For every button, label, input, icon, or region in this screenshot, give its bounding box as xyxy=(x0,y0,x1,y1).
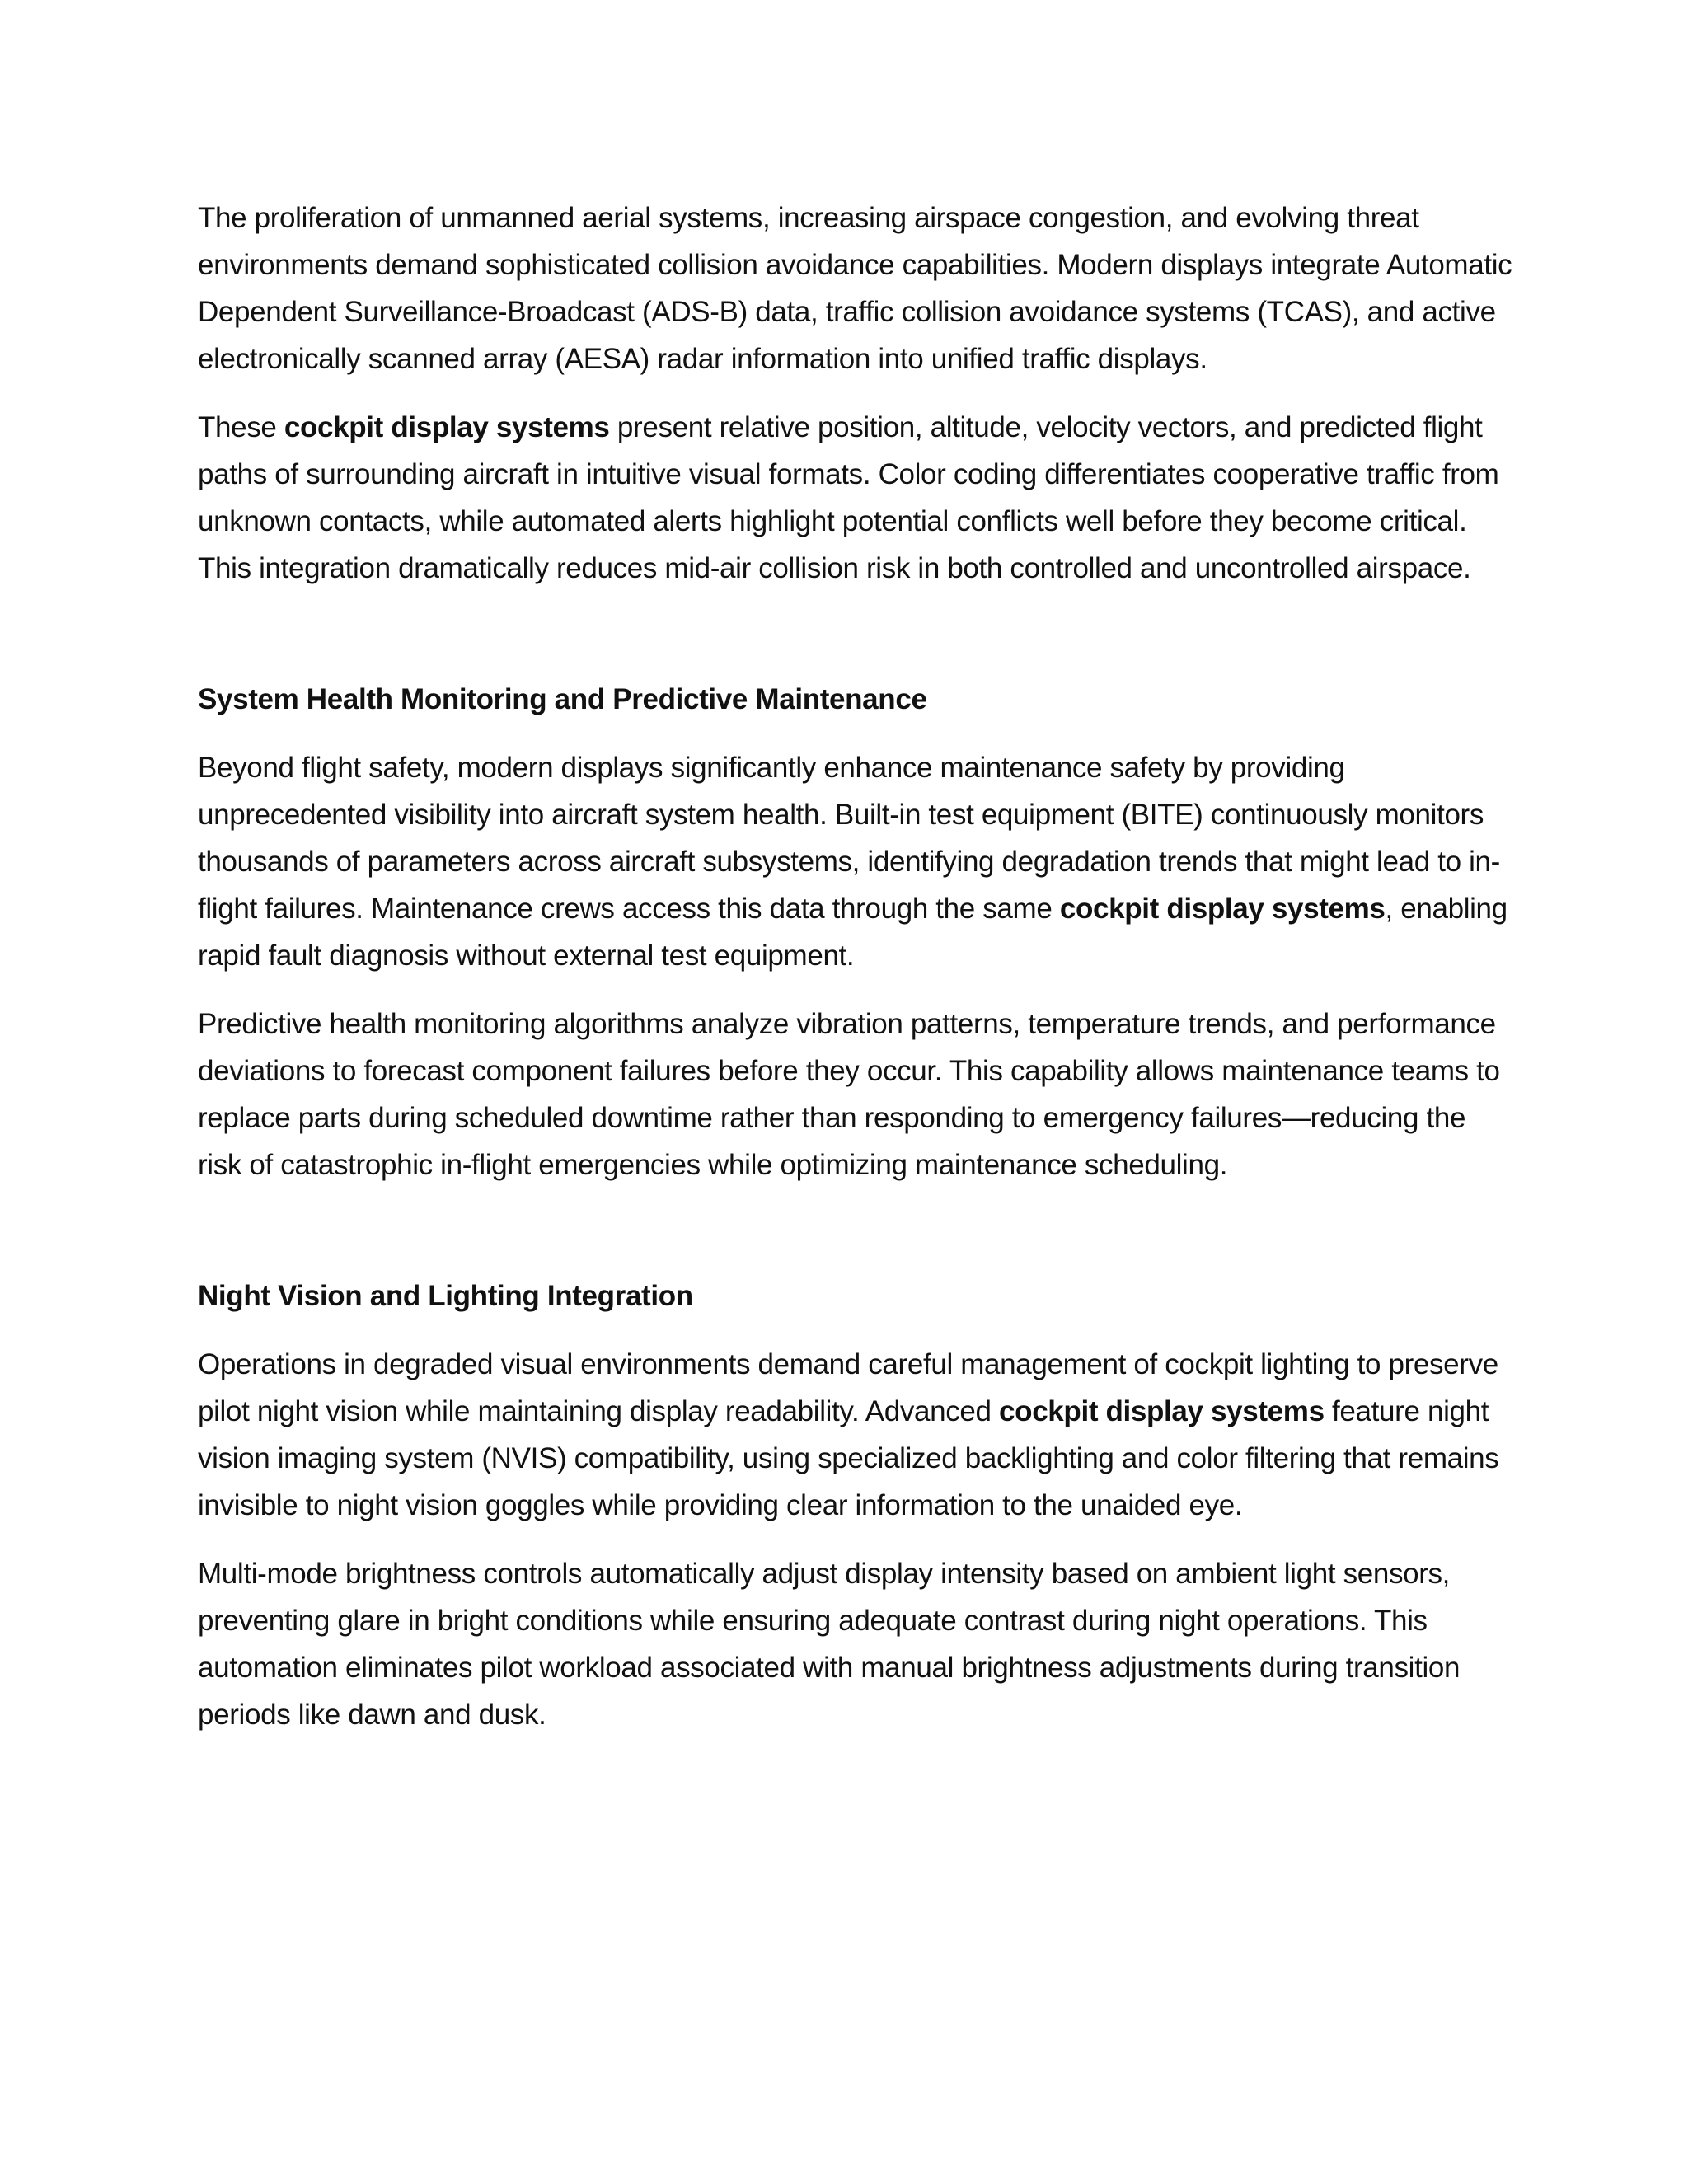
paragraph xyxy=(198,744,1517,979)
paragraph xyxy=(198,1550,1517,1738)
paragraph xyxy=(198,404,1517,592)
bold-term: cockpit display systems xyxy=(1059,893,1386,925)
paragraph xyxy=(198,194,1517,382)
bold-term: cockpit display systems xyxy=(999,1395,1325,1427)
text-run: Beyond flight safety, modern displays significantly enhance maintenance safety by providing unprecedented visibility into aircraft system health. Built-in test equipment (BITE) continuously monitors thousands of parameters across aircraft subsystems, identifying degradation trends that might lead to in-flight failures. Maintenance crews access this data through the same xyxy=(198,752,1500,925)
text-run: feature night vision imaging system (NVIS) compatibility, using specialized backlighting and color filtering that remains invisible to night vision goggles while providing clear information to the unaided eye. xyxy=(198,1395,1499,1521)
text-run: The proliferation of unmanned aerial systems, increasing airspace congestion, and evolving threat environments demand sophisticated collision avoidance capabilities. Modern displays integrate Automatic Dependent Surveillance-Broadcast (ADS-B) data, traffic collision avoidance systems (TCAS), and active electronically scanned array (AESA) radar information into unified traffic displays. xyxy=(198,202,1512,375)
paragraph xyxy=(198,1001,1517,1188)
bold-term: cockpit display systems xyxy=(284,411,610,443)
text-run: Multi-mode brightness controls automatically adjust display intensity based on ambient light sensors, preventing glare in bright conditions while ensuring adequate contrast during night operations. This automation eliminates pilot workload associated with manual brightness adjustments during transition periods like dawn and dusk. xyxy=(198,1558,1461,1731)
paragraph xyxy=(198,1341,1517,1529)
text-run: , enabling rapid fault diagnosis without external test equipment. xyxy=(198,893,1507,972)
document-page xyxy=(198,194,1517,1760)
section-heading: Night Vision and Lighting Integration xyxy=(198,1280,693,1312)
text-run: Operations in degraded visual environments demand careful management of cockpit lighting to preserve pilot night vision while maintaining display readability. Advanced xyxy=(198,1348,1498,1427)
text-run: These xyxy=(198,411,284,443)
section-heading: System Health Monitoring and Predictive Maintenance xyxy=(198,683,927,715)
text-run: Predictive health monitoring algorithms analyze vibration patterns, temperature trends, and performance deviations to forecast component failures before they occur. This capability allows maintenance teams to replace parts during scheduled downtime rather than responding to emergency failures—reducing the risk of catastrophic in-flight emergencies while optimizing maintenance scheduling. xyxy=(198,1008,1500,1181)
text-run: present relative position, altitude, velocity vectors, and predicted flight paths of surrounding aircraft in intuitive visual formats. Color coding differentiates cooperative traffic from unknown contacts, while automated alerts highlight potential conflicts well before they become critical. This integration dramatically reduces mid-air collision risk in both controlled and uncontrolled airspace. xyxy=(198,411,1499,584)
